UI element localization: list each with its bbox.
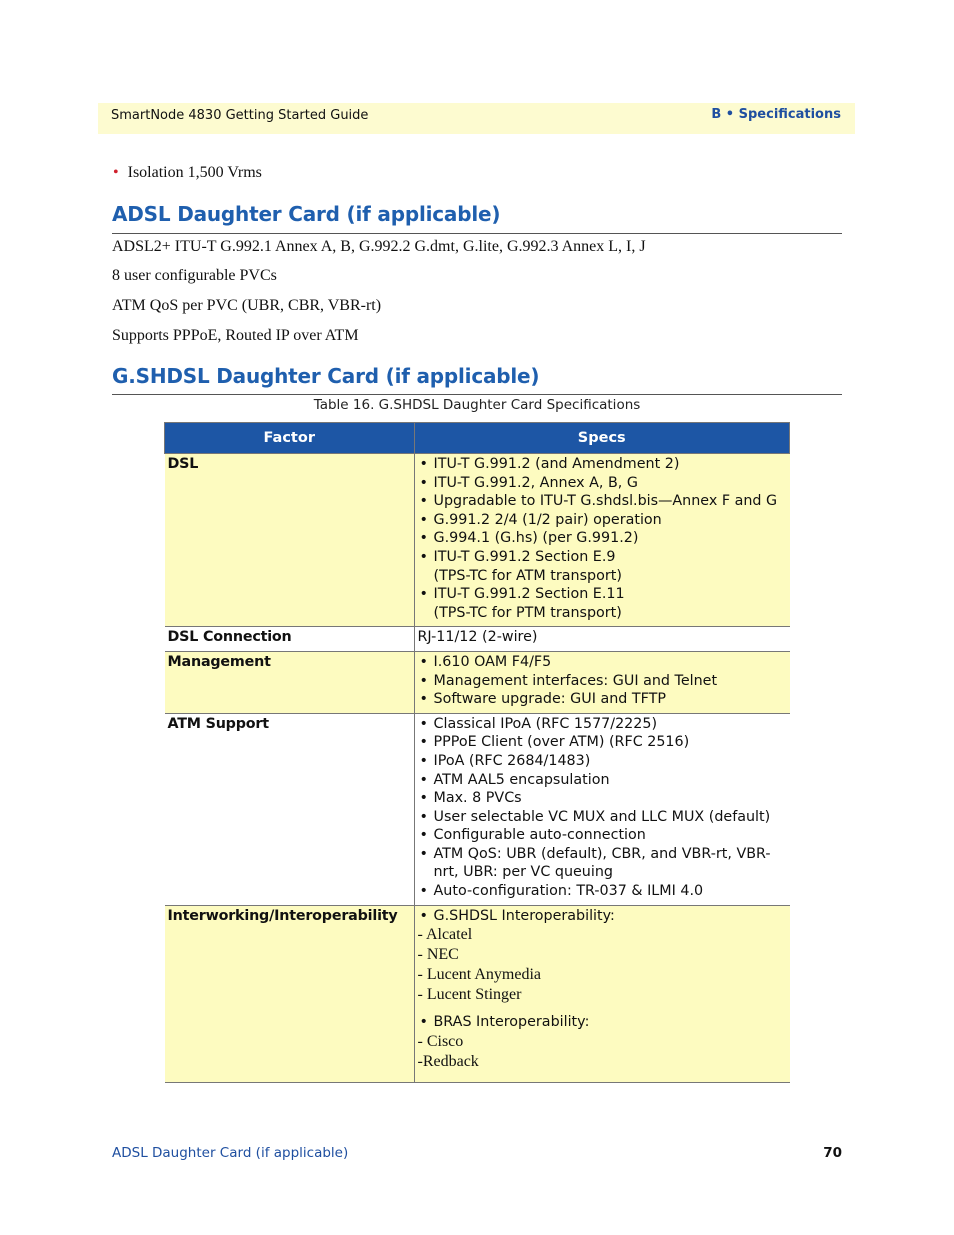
table-row — [165, 454, 790, 627]
list-item: • PPPoE Client (over ATM) (RFC 2516) — [418, 733, 787, 752]
list-item: • ATM QoS: UBR (default), CBR, and VBR-rt, VBR-nrt, UBR: per VC queuing — [418, 845, 787, 882]
table-row — [165, 627, 790, 652]
gshdsl-spec-table — [164, 422, 790, 1083]
vendor-item: - Cisco — [417, 1032, 464, 1050]
column-header-specs: Specs — [414, 423, 790, 454]
vendor-item: - Lucent Stinger — [417, 986, 522, 1004]
specs-cell — [414, 454, 790, 627]
table-row — [165, 651, 790, 713]
footer-section: ADSL Daughter Card (if applicable) — [112, 1145, 349, 1161]
vendor-item: -Redback — [417, 1052, 479, 1070]
factor-cell: DSL Connection — [165, 627, 415, 652]
factor-cell: ATM Support — [165, 713, 415, 905]
gshdsl-heading-rule — [112, 394, 842, 395]
adsl-heading: ADSL Daughter Card (if applicable) — [112, 202, 501, 226]
table-caption: Table 16. G.SHDSL Daughter Card Specifications — [313, 397, 641, 413]
column-header-factor: Factor — [165, 423, 415, 454]
list-item: • Classical IPoA (RFC 1577/2225) — [418, 715, 787, 734]
vendor-item: - Lucent Anymedia — [417, 966, 542, 984]
list-item: • ATM AAL5 encapsulation — [418, 771, 787, 790]
list-item: • G.994.1 (G.hs) (per G.991.2) — [418, 529, 787, 548]
adsl-line-4: Supports PPPoE, Routed IP over ATM — [112, 327, 359, 344]
adsl-line-3: ATM QoS per PVC (UBR, CBR, VBR-rt) — [112, 297, 382, 314]
list-item: • G.SHDSL Interoperability: — [418, 907, 787, 926]
list-item: • ITU-T G.991.2, Annex A, B, G — [418, 474, 787, 493]
specs-cell — [414, 905, 790, 1082]
adsl-line-2: 8 user configurable PVCs — [112, 267, 277, 284]
list-item: • Auto-configuration: TR-037 & ILMI 4.0 — [418, 882, 787, 901]
isolation-bullet — [113, 164, 262, 182]
list-item: • Management interfaces: GUI and Telnet — [418, 672, 787, 691]
list-item: • BRAS Interoperability: — [418, 1013, 787, 1032]
factor-cell: Management — [165, 651, 415, 713]
adsl-heading-rule — [112, 233, 842, 234]
table-header-row — [165, 423, 790, 454]
list-item: • ITU-T G.991.2 (and Amendment 2) — [418, 455, 787, 474]
vendor-item: - NEC — [417, 946, 459, 964]
list-item: • I.610 OAM F4/F5 — [418, 653, 787, 672]
guide-title: SmartNode 4830 Getting Started Guide — [111, 108, 369, 123]
page-number: 70 — [823, 1145, 842, 1161]
vendor-item: - Alcatel — [417, 926, 473, 944]
running-header — [98, 103, 855, 134]
adsl-line-1: ADSL2+ ITU-T G.992.1 Annex A, B, G.992.2 G.dmt, G.lite, G.992.3 Annex L, I, J — [112, 238, 646, 255]
list-item: • ITU-T G.991.2 Section E.11 (TPS-TC for PTM transport) — [418, 585, 787, 622]
list-item: • Upgradable to ITU-T G.shdsl.bis—Annex F and G — [418, 492, 787, 511]
list-item: • G.991.2 2/4 (1/2 pair) operation — [418, 511, 787, 530]
section-label: B • Specifications — [711, 107, 841, 122]
table-row — [165, 713, 790, 905]
specs-cell — [414, 713, 790, 905]
gshdsl-heading: G.SHDSL Daughter Card (if applicable) — [112, 364, 540, 388]
list-item: • ITU-T G.991.2 Section E.9 (TPS-TC for ATM transport) — [418, 548, 787, 585]
list-item: • User selectable VC MUX and LLC MUX (default) — [418, 808, 787, 827]
list-item: • Configurable auto-connection — [418, 826, 787, 845]
table-row — [165, 905, 790, 1082]
factor-cell: DSL — [165, 454, 415, 627]
isolation-text: Isolation 1,500 Vrms — [127, 164, 262, 181]
list-item: • IPoA (RFC 2684/1483) — [418, 752, 787, 771]
factor-cell: Interworking/Interoperability — [165, 905, 415, 1082]
specs-cell — [414, 651, 790, 713]
list-item: • Max. 8 PVCs — [418, 789, 787, 808]
list-item: • Software upgrade: GUI and TFTP — [418, 690, 787, 709]
specs-cell: RJ-11/12 (2-wire) — [414, 627, 790, 652]
red-bullet-icon: • — [113, 164, 119, 181]
